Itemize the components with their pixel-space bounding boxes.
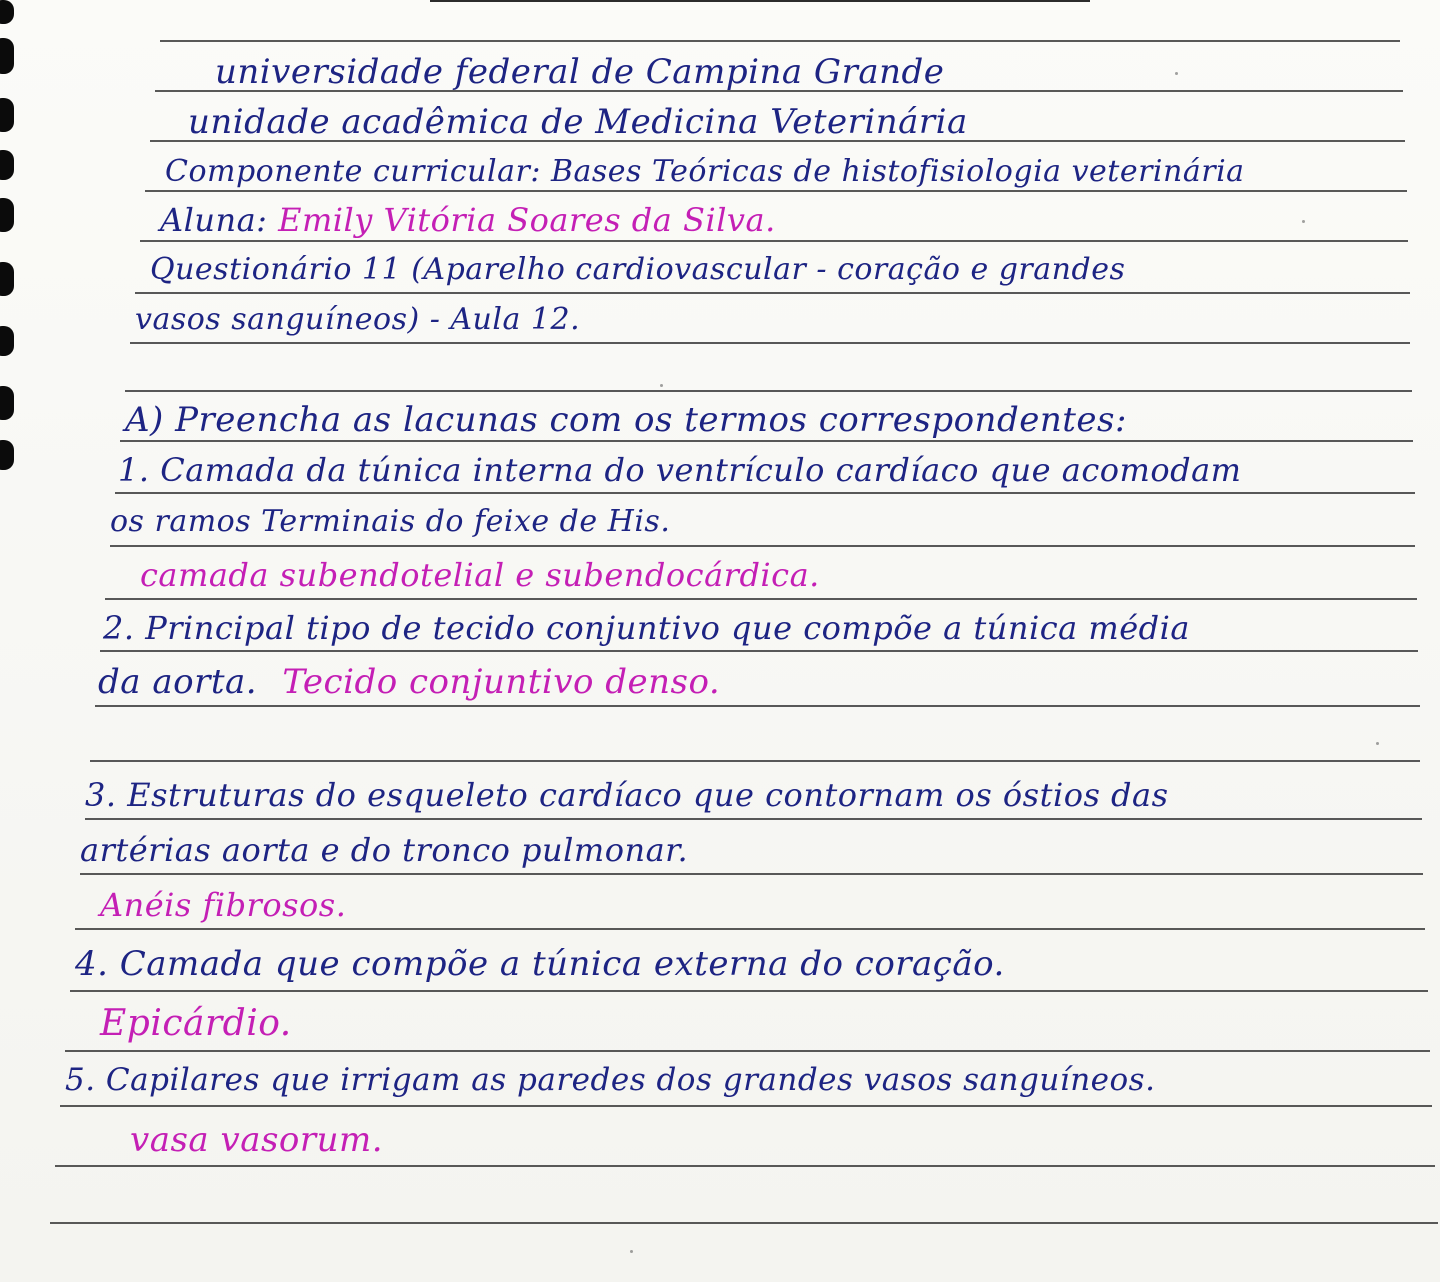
ruled-line <box>115 492 1415 494</box>
question-3-line1: 3. Estruturas do esqueleto cardíaco que contornam os óstios das <box>85 776 1169 814</box>
student-name: Emily Vitória Soares da Silva. <box>278 201 776 239</box>
question-4-line1: 4. Camada que compõe a túnica externa do coração. <box>75 944 1005 984</box>
binding-hole <box>0 386 14 420</box>
ruled-line <box>130 342 1410 344</box>
answer-1: camada subendotelial e subendocárdica. <box>140 556 820 594</box>
question-1-line1: 1. Camada da túnica interna do ventrículo cardíaco que acomodam <box>118 451 1242 489</box>
answer-3: Anéis fibrosos. <box>100 886 347 924</box>
question-2-line2-text: da aorta. <box>98 662 258 702</box>
ruled-line <box>50 1222 1438 1224</box>
binding-hole <box>0 440 14 470</box>
page-top-edge <box>430 0 1090 2</box>
component-label: Componente curricular: <box>165 154 541 189</box>
ruled-line <box>160 40 1400 42</box>
binding-hole <box>0 38 14 74</box>
question-3-line2: artérias aorta e do tronco pulmonar. <box>80 831 689 869</box>
university-name: universidade federal de Campina Grande <box>215 52 945 92</box>
paper-speck <box>1175 72 1178 75</box>
quiz-title-line2: vasos sanguíneos) - Aula 12. <box>135 302 581 337</box>
ruled-line <box>60 1105 1432 1107</box>
binding-hole <box>0 198 14 232</box>
ruled-line <box>55 1165 1435 1167</box>
ruled-line <box>140 240 1408 242</box>
ruled-line <box>120 440 1413 442</box>
ruled-line <box>75 928 1425 930</box>
ruled-line <box>135 292 1410 294</box>
component-value: Bases Teóricas de histofisiologia veterinária <box>550 154 1245 189</box>
paper-speck <box>1302 220 1305 223</box>
binding-hole <box>0 262 14 296</box>
answer-5: vasa vasorum. <box>130 1120 384 1160</box>
ruled-line <box>105 598 1417 600</box>
binding-hole <box>0 0 14 24</box>
question-5-line1: 5. Capilares que irrigam as paredes dos grandes vasos sanguíneos. <box>65 1062 1156 1098</box>
ruled-line <box>85 818 1422 820</box>
ruled-line <box>125 390 1412 392</box>
ruled-line <box>110 545 1415 547</box>
binding-hole <box>0 150 14 180</box>
paper-speck <box>1376 742 1379 745</box>
binding-hole <box>0 326 14 356</box>
binding-hole <box>0 98 14 132</box>
ruled-line <box>95 705 1420 707</box>
academic-unit: unidade acadêmica de Medicina Veterinária <box>188 102 968 142</box>
answer-2: Tecido conjuntivo denso. <box>282 662 721 702</box>
curricular-component <box>165 152 1245 192</box>
question-2-line1: 2. Principal tipo de tecido conjuntivo que compõe a túnica média <box>103 609 1190 647</box>
student-line <box>160 200 776 240</box>
instruction: A) Preencha as lacunas com os termos correspondentes: <box>125 400 1127 440</box>
paper-speck <box>630 1250 633 1253</box>
question-2-line2 <box>98 662 720 702</box>
paper-speck <box>660 384 663 387</box>
ruled-line <box>80 873 1423 875</box>
quiz-title-line1: Questionário 11 (Aparelho cardiovascular - coração e grandes <box>150 252 1126 287</box>
ruled-line <box>70 990 1428 992</box>
ruled-line <box>90 760 1420 762</box>
ruled-line <box>65 1050 1430 1052</box>
ruled-line <box>100 650 1418 652</box>
student-label: Aluna: <box>160 201 268 239</box>
question-1-line2: os ramos Terminais do feixe de His. <box>110 504 671 539</box>
answer-4: Epicárdio. <box>100 1003 292 1044</box>
